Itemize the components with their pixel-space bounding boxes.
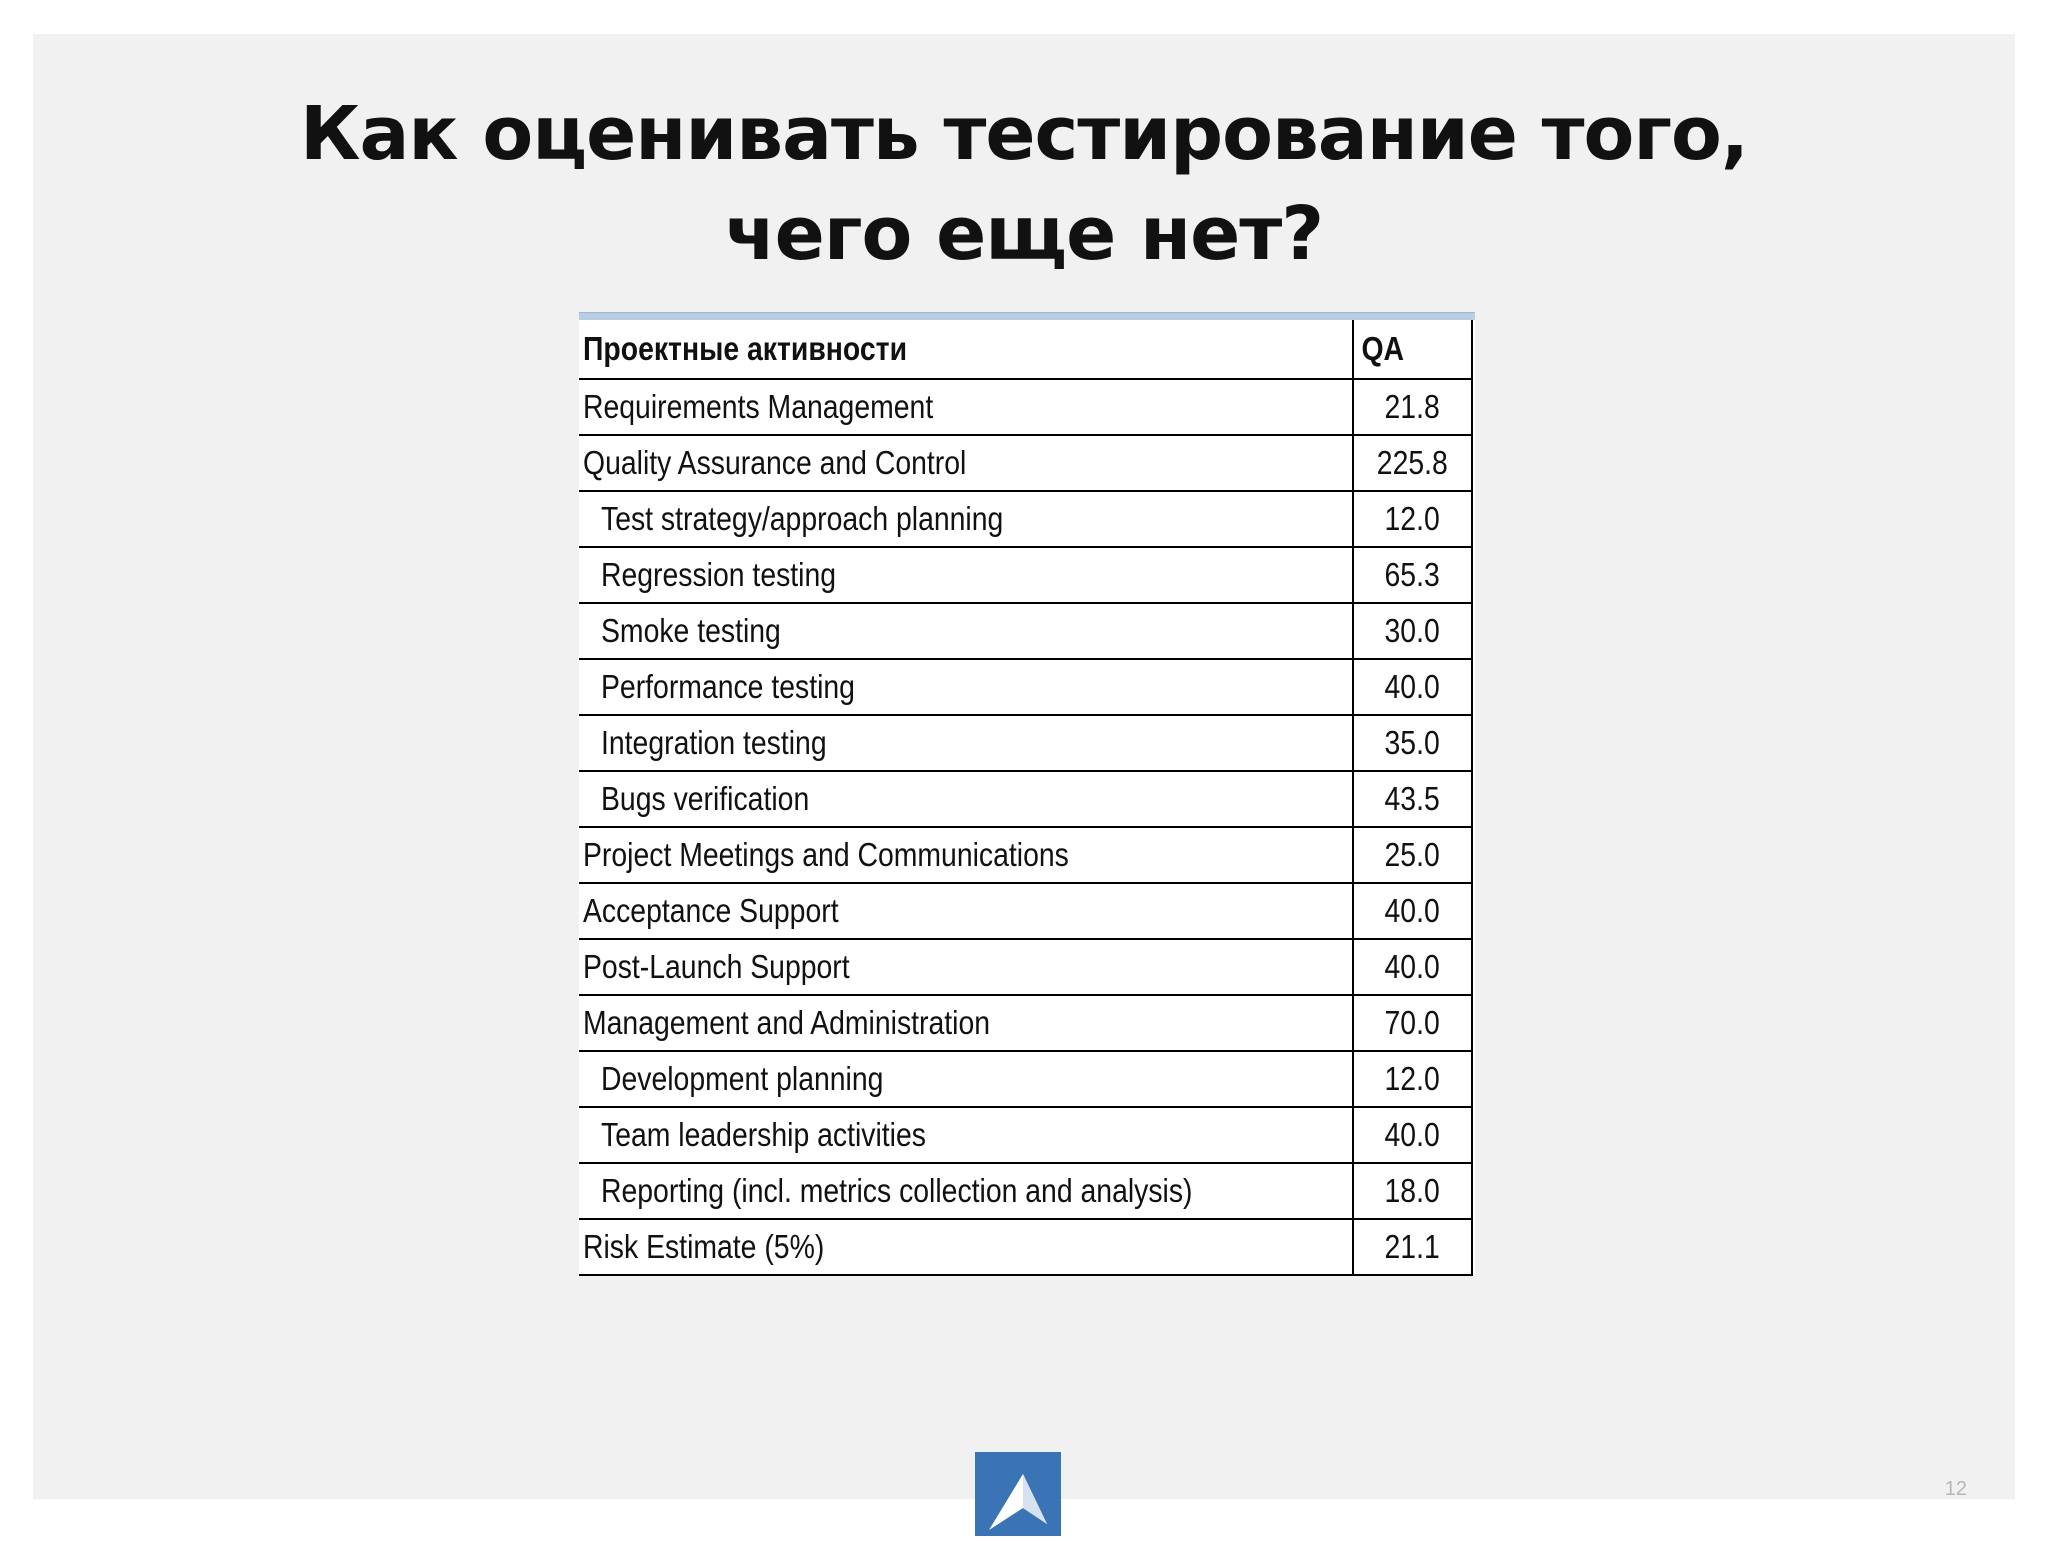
activity-cell: Integration testing (579, 715, 1353, 771)
table-row (579, 435, 1472, 491)
activity-cell: Quality Assurance and Control (579, 435, 1353, 491)
table-row (579, 547, 1472, 603)
qa-value-cell: 12.0 (1353, 1051, 1472, 1107)
table-top-accent (579, 312, 1475, 320)
activity-cell: Regression testing (579, 547, 1353, 603)
activity-cell: Requirements Management (579, 379, 1353, 435)
activity-cell: Test strategy/approach planning (579, 491, 1353, 547)
table-row (579, 1107, 1472, 1163)
table-row (579, 603, 1472, 659)
activities-table (579, 312, 1475, 1276)
activity-cell: Project Meetings and Communications (579, 827, 1353, 883)
qa-value-cell: 21.8 (1353, 379, 1472, 435)
arrow-logo-icon (975, 1452, 1061, 1536)
table-row (579, 379, 1472, 435)
activity-cell: Performance testing (579, 659, 1353, 715)
activity-cell: Bugs verification (579, 771, 1353, 827)
qa-value-cell: 30.0 (1353, 603, 1472, 659)
table-row (579, 883, 1472, 939)
activity-cell: Team leadership activities (579, 1107, 1353, 1163)
slide-title (33, 84, 2015, 284)
qa-value-cell: 40.0 (1353, 659, 1472, 715)
page-number: 12 (1944, 1478, 1967, 1500)
qa-value-cell: 70.0 (1353, 995, 1472, 1051)
table-row (579, 995, 1472, 1051)
table-row (579, 939, 1472, 995)
activity-cell: Management and Administration (579, 995, 1353, 1051)
table-row (579, 771, 1472, 827)
title-line-2: чего еще нет? (724, 191, 1324, 277)
qa-value-cell: 65.3 (1353, 547, 1472, 603)
activity-cell: Reporting (incl. metrics collection and analysis) (579, 1163, 1353, 1219)
slide (33, 34, 2015, 1499)
activity-cell: Post-Launch Support (579, 939, 1353, 995)
table-row (579, 715, 1472, 771)
qa-value-cell: 35.0 (1353, 715, 1472, 771)
activity-cell: Acceptance Support (579, 883, 1353, 939)
qa-value-cell: 40.0 (1353, 883, 1472, 939)
qa-value-cell: 25.0 (1353, 827, 1472, 883)
table-header-row (579, 320, 1472, 379)
qa-value-cell: 43.5 (1353, 771, 1472, 827)
qa-value-cell: 225.8 (1353, 435, 1472, 491)
qa-value-cell: 21.1 (1353, 1219, 1472, 1275)
table-row (579, 1219, 1472, 1275)
qa-value-cell: 18.0 (1353, 1163, 1472, 1219)
qa-value-cell: 12.0 (1353, 491, 1472, 547)
table-row (579, 827, 1472, 883)
header-activity: Проектные активности (579, 320, 1353, 379)
header-qa: QA (1353, 320, 1472, 379)
table-row (579, 1163, 1472, 1219)
qa-value-cell: 40.0 (1353, 1107, 1472, 1163)
title-line-1: Как оценивать тестирование того, (300, 91, 1748, 177)
table-row (579, 491, 1472, 547)
activity-cell: Development planning (579, 1051, 1353, 1107)
activity-cell: Risk Estimate (5%) (579, 1219, 1353, 1275)
qa-value-cell: 40.0 (1353, 939, 1472, 995)
activity-cell: Smoke testing (579, 603, 1353, 659)
table-row (579, 659, 1472, 715)
table-row (579, 1051, 1472, 1107)
